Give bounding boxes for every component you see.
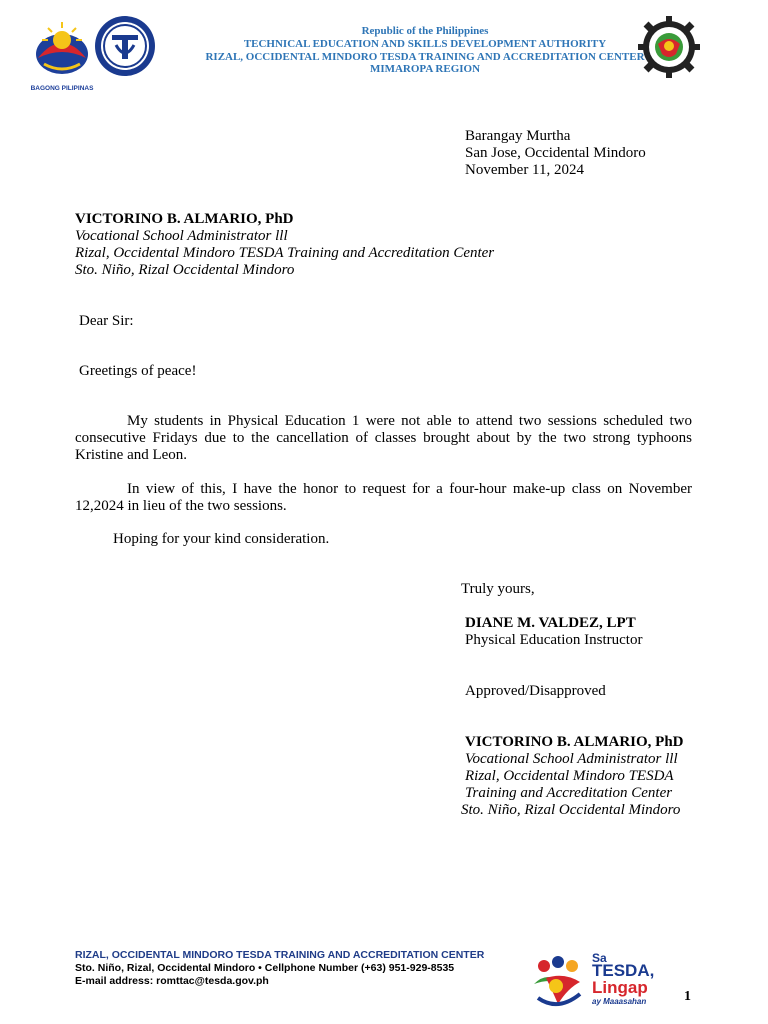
footer-center-name: RIZAL, OCCIDENTAL MINDORO TESDA TRAINING AND ACCREDITATION CENTER	[75, 949, 485, 961]
logo-tagline-text: ay Maaasahan	[592, 997, 647, 1006]
approver-title: Vocational School Administrator lll	[465, 751, 678, 767]
bagong-pilipinas-logo	[30, 18, 94, 90]
approver-org-2: Training and Accreditation Center	[465, 785, 673, 801]
recipient-org: Rizal, Occidental Mindoro TESDA Training and Accreditation Center	[75, 245, 495, 261]
header-republic: Republic of the Philippines	[361, 25, 489, 37]
body-paragraph-2: In view of this, I have the honor to request for a four-hour make-up class on November 12,2024 in lieu of the two sessions.	[75, 481, 692, 514]
approver-address: Sto. Niño, Rizal Occidental Mindoro	[461, 802, 681, 818]
footer-email: E-mail address: romttac@tesda.gov.ph	[75, 975, 269, 987]
footer-address: Sto. Niño, Rizal, Occidental Mindoro • Cellphone Number (+63) 951-929-8535	[75, 962, 455, 974]
sender-address-line2: San Jose, Occidental Mindoro	[465, 145, 646, 161]
signatory-block	[465, 615, 642, 649]
page-number: 1	[684, 989, 691, 1004]
approver-block	[461, 734, 684, 819]
bagong-pilipinas-text: BAGONG PILIPINAS	[30, 85, 94, 92]
signatory-title: Physical Education Instructor	[465, 632, 643, 648]
logo-lingap-text: Lingap	[592, 978, 648, 997]
letter-date: November 11, 2024	[465, 162, 585, 178]
header-tesda: TECHNICAL EDUCATION AND SKILLS DEVELOPMENT AUTHORITY	[243, 38, 607, 50]
sender-address	[465, 128, 646, 179]
body-paragraph-3: Hoping for your kind consideration.	[113, 531, 330, 547]
body-paragraph-1: My students in Physical Education 1 were not able to attend two sessions scheduled two consecutive Fridays due to the cancellation of classes brought about by the two strong typhoons Kristine and Leon.	[75, 413, 692, 463]
logo-sa-text: Sa	[592, 951, 607, 965]
header-region: MIMAROPA REGION	[369, 63, 481, 75]
approval-line: Approved/Disapproved	[465, 683, 606, 699]
recipient-name: VICTORINO B. ALMARIO, PhD	[75, 211, 294, 227]
approver-name: VICTORINO B. ALMARIO, PhD	[465, 734, 684, 750]
recipient-title: Vocational School Administrator lll	[75, 228, 288, 244]
approver-org-1: Rizal, Occidental Mindoro TESDA	[465, 768, 674, 784]
logo-tesda-text: TESDA,	[592, 961, 655, 980]
closing: Truly yours,	[461, 581, 535, 597]
footer-block	[75, 949, 484, 988]
tesda-seal-logo	[94, 15, 156, 77]
sender-address-line1: Barangay Murtha	[465, 128, 571, 144]
recipient-address: Sto. Niño, Rizal Occidental Mindoro	[75, 262, 295, 278]
recipient-block	[75, 211, 494, 279]
salutation: Dear Sir:	[79, 313, 134, 329]
sa-tesda-lingap-logo	[528, 950, 668, 1012]
signatory-name: DIANE M. VALDEZ, LPT	[465, 615, 636, 631]
greeting: Greetings of peace!	[79, 363, 197, 379]
header-center: RIZAL, OCCIDENTAL MINDORO TESDA TRAINING AND ACCREDITATION CENTER	[205, 51, 645, 63]
